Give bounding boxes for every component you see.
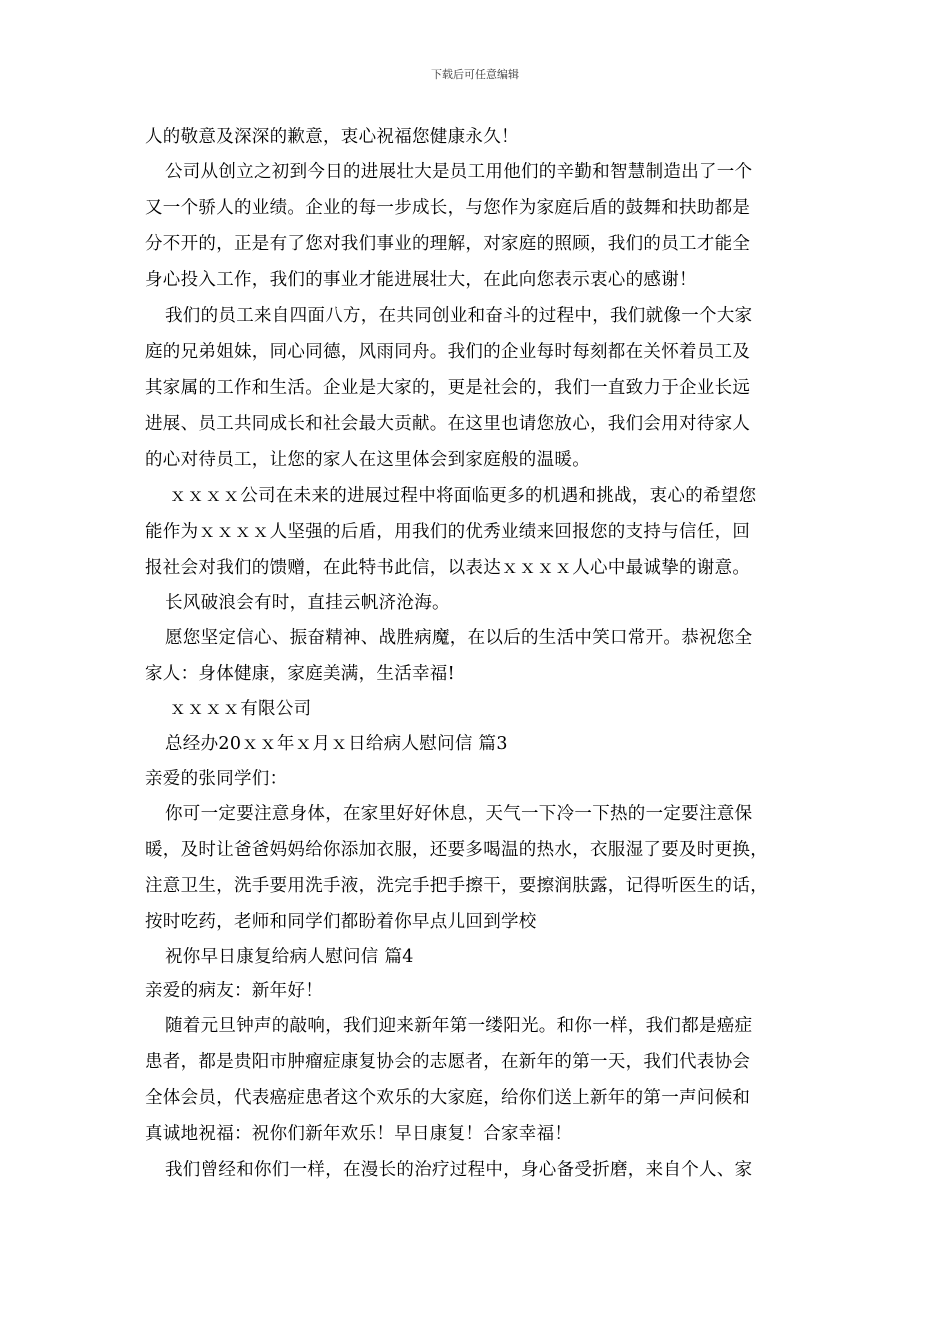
paragraph-start-line: 我们曾经和你们一样，在漫长的治疗过程中，身心备受折磨，来自个人、家 [165,1160,753,1180]
paragraph-start-line: 公司从创立之初到今日的进展壮大是员工用他们的辛勤和智慧制造出了一个 [165,162,753,182]
text-line: 按时吃药，老师和同学们都盼着你早点儿回到学校 [145,912,537,932]
text-line: 分不开的，正是有了您对我们事业的理解，对家庭的照顾，我们的员工才能全 [145,234,751,254]
text-line: 注意卫生，洗手要用洗手液，洗完手把手擦干，要擦润肤露，记得听医生的话， [145,876,768,896]
section-heading: 总经办20ｘｘ年ｘ月ｘ日给病人慰问信 篇3 [165,734,508,754]
page-header-note: 下载后可任意编辑 [431,68,519,81]
text-line: 人的敬意及深深的歉意，衷心祝福您健康永久！ [145,127,519,147]
text-line: 进展、员工共同成长和社会最大贡献。在这里也请您放心，我们会用对待家人 [145,414,751,434]
paragraph-start-line: 随着元旦钟声的敲响，我们迎来新年第一缕阳光。和你一样，我们都是癌症 [165,1016,753,1036]
text-line: 身心投入工作，我们的事业才能进展壮大，在此向您表示衷心的感谢！ [145,270,697,290]
text-line: 暖，及时让爸爸妈妈给你添加衣服，还要多喝温的热水，衣服湿了要及时更换， [145,840,768,860]
text-line: 家人：身体健康，家庭美满，生活幸福! [145,664,455,684]
section-heading: 祝你早日康复给病人慰问信 篇4 [165,947,414,967]
paragraph-start-line: 愿您坚定信心、振奋精神、战胜病魔，在以后的生活中笑口常开。恭祝您全 [165,628,753,648]
paragraph-start-line: 长风破浪会有时，直挂云帆济沧海。 [165,593,450,613]
text-line: 又一个骄人的业绩。企业的每一步成长，与您作为家庭后盾的鼓舞和扶助都是 [145,198,751,218]
text-line: 其家属的工作和生活。企业是大家的，更是社会的，我们一直致力于企业长远 [145,378,751,398]
paragraph-start-line: 你可一定要注意身体，在家里好好休息，天气一下冷一下热的一定要注意保 [165,804,753,824]
text-line: 全体会员，代表癌症患者这个欢乐的大家庭，给你们送上新年的第一声问候和 [145,1088,751,1108]
text-line: 能作为ｘｘｘｘ人坚强的后盾，用我们的优秀业绩来回报您的支持与信任，回 [145,522,751,542]
paragraph-start-line: 我们的员工来自四面八方，在共同创业和奋斗的过程中，我们就像一个大家 [165,306,753,326]
paragraph-start-line: ｘｘｘｘ公司在未来的进展过程中将面临更多的机遇和挑战，衷心的希望您 [169,486,757,506]
document-body [145,120,807,1188]
text-line: 报社会对我们的馈赠，在此特书此信，以表达ｘｘｘｘ人心中最诚挚的谢意。 [145,558,751,578]
text-line: 患者，都是贵阳市肿瘤症康复协会的志愿者，在新年的第一天，我们代表协会 [145,1052,751,1072]
salutation: 亲爱的张同学们： [145,769,288,789]
text-line: 的心对待员工，让您的家人在这里体会到家庭般的温暖。 [145,450,590,470]
salutation: 亲爱的病友：新年好！ [145,981,323,1001]
signature-company: ｘｘｘｘ有限公司 [169,699,312,719]
text-line: 庭的兄弟姐妹，同心同德，风雨同舟。我们的企业每时每刻都在关怀着员工及 [145,342,751,362]
text-line: 真诚地祝福：祝你们新年欢乐！早日康复！合家幸福！ [145,1124,573,1144]
